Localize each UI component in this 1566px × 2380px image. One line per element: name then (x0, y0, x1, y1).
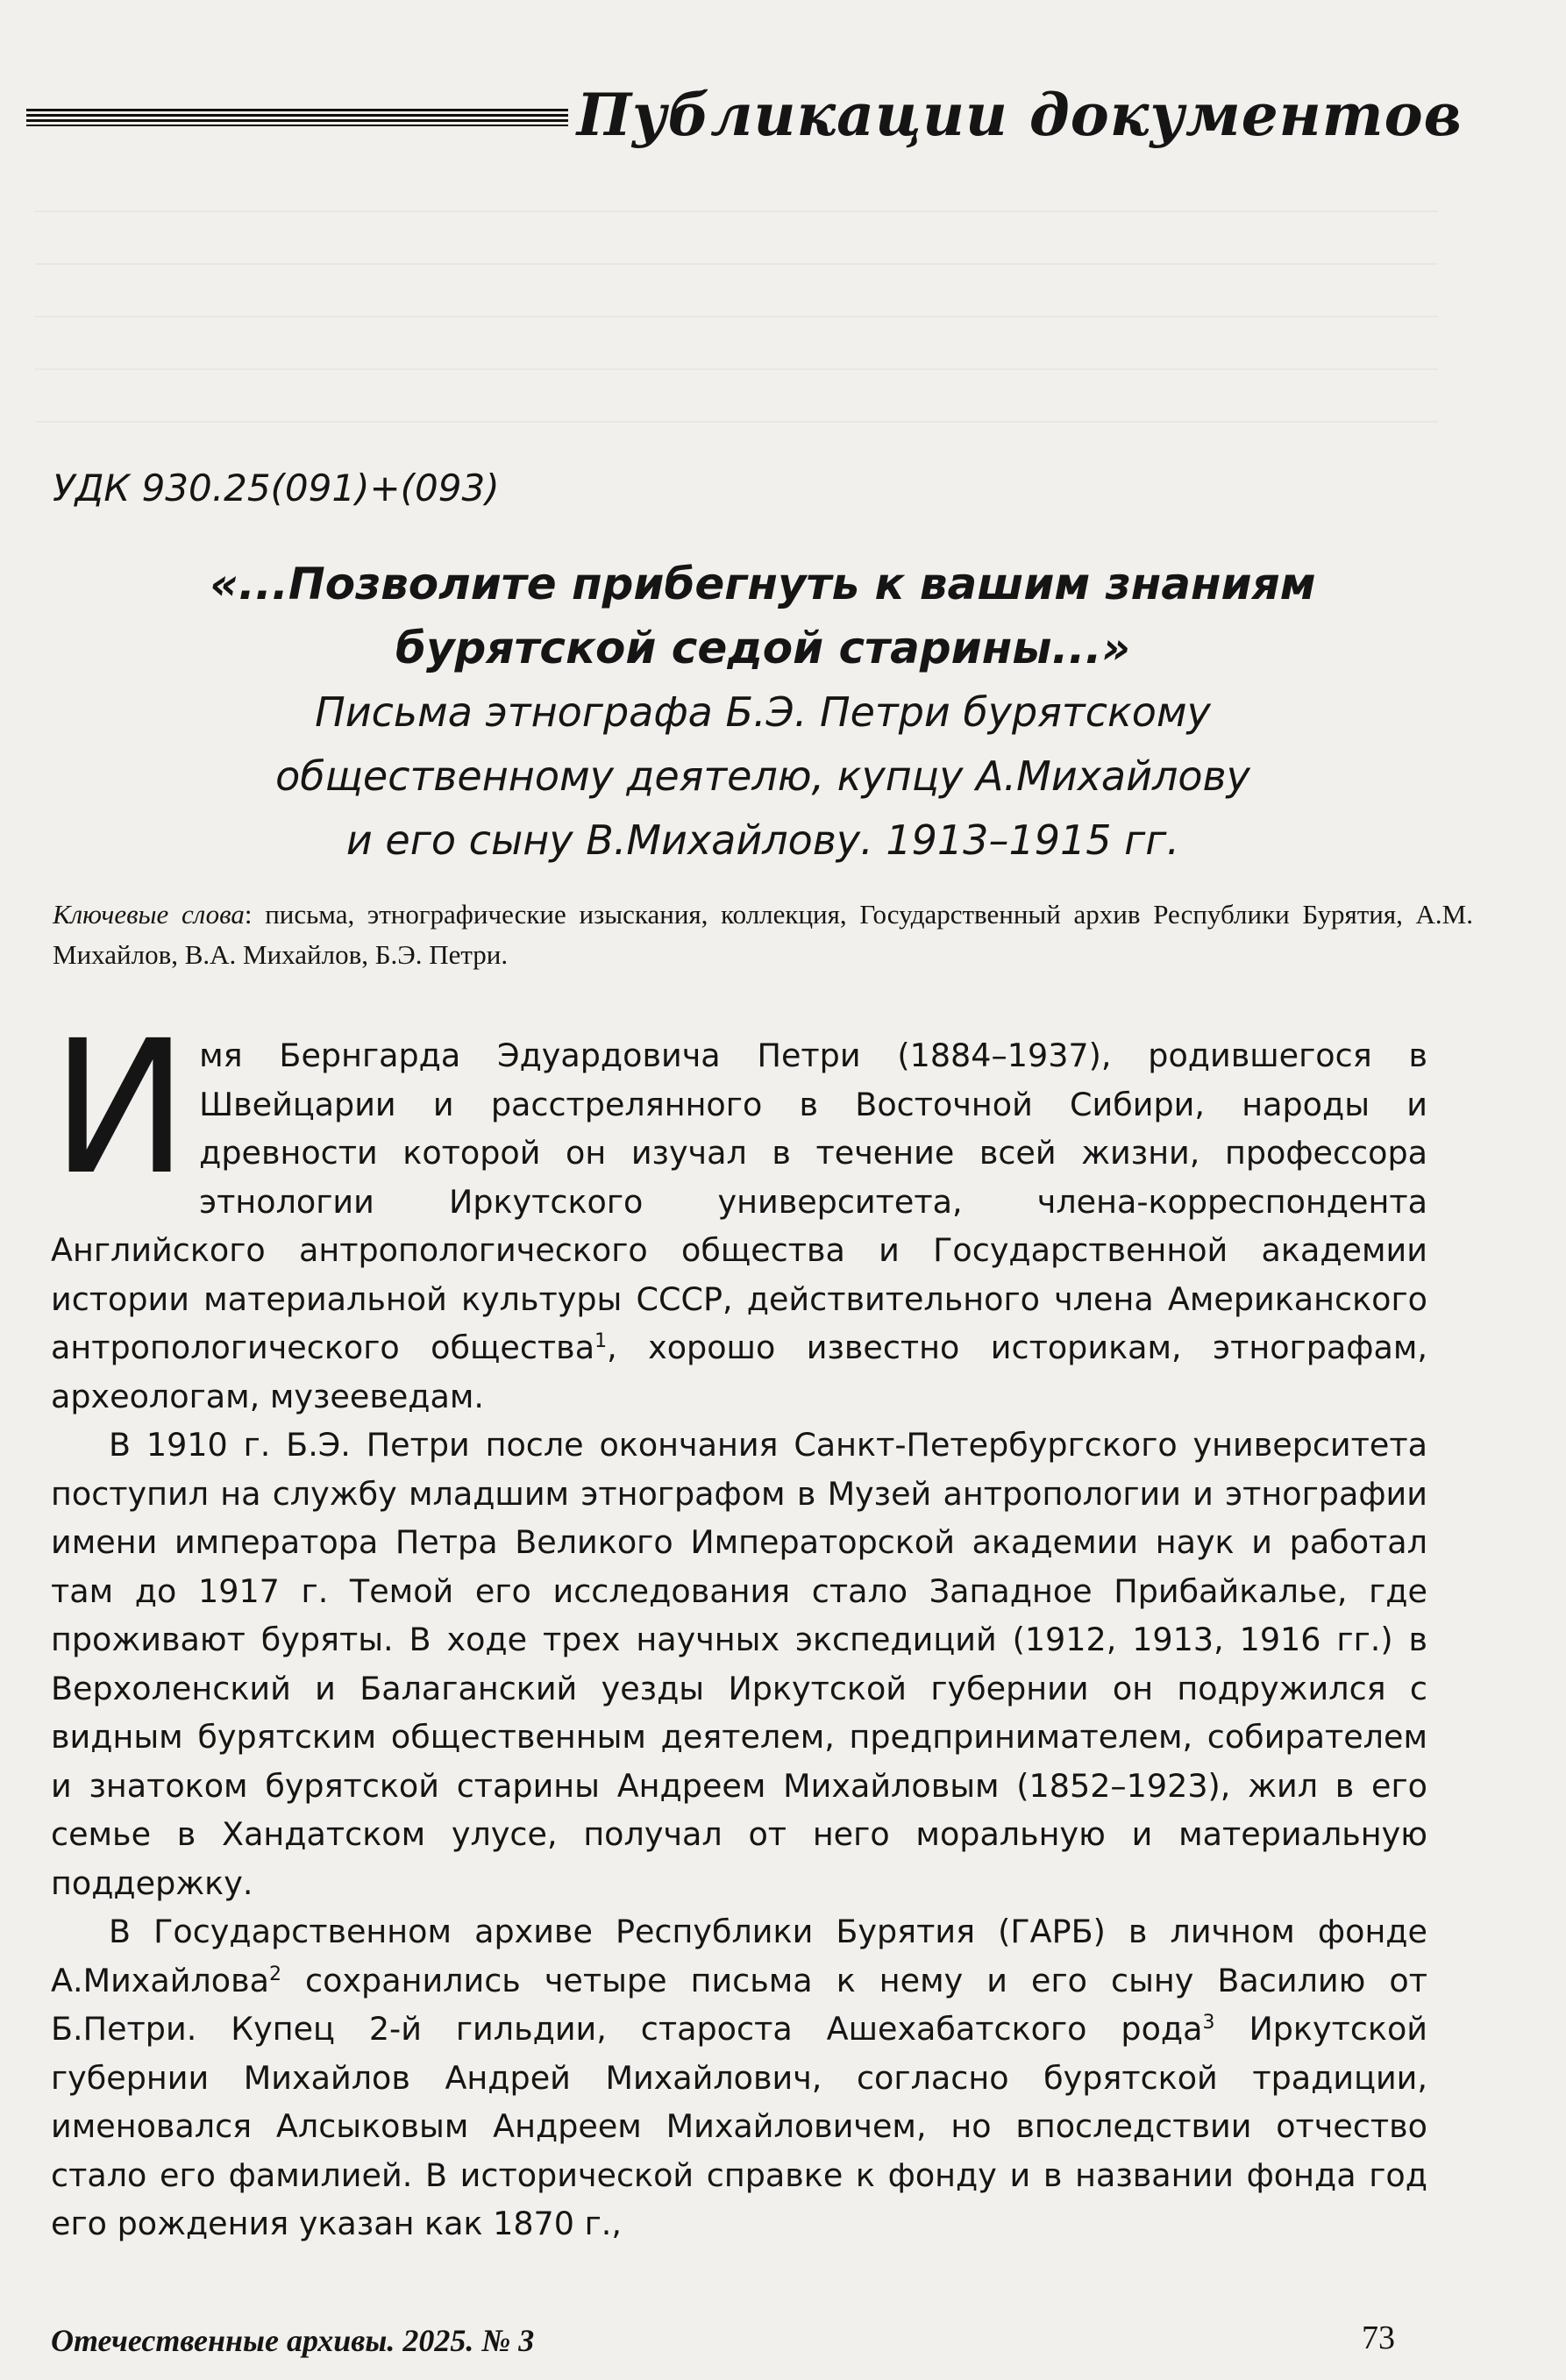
paragraph-3 (51, 1907, 1427, 2248)
journal-footer: Отечественные архивы. 2025. № 3 (51, 2323, 535, 2358)
article-subtitle (53, 681, 1473, 873)
bleed-through-line (35, 263, 1438, 265)
bleed-through-line (35, 368, 1438, 370)
paragraph-3-text-b: сохранились четыре письма к нему и его сыну Василию от Б.Петри. Купец 2-й гильдии, староста Ашехабатского рода (51, 1961, 1427, 2048)
subtitle-line-2: общественному деятелю, купцу А.Михайлову (275, 752, 1250, 800)
title-line-2: бурятской седой старины...» (395, 623, 1130, 673)
subtitle-line-3: и его сыну В.Михайлову. 1913–1915 гг. (345, 816, 1180, 864)
section-title: Публикации документов (576, 81, 1463, 149)
paragraph-3-text-c: Иркутской губернии Михайлов Андрей Михайлович, согласно бурятской традиции, именовался Алсыковым Андреем Михайловичем, но впоследствии отчество стало его фамилией. В исторической справке к фонду и в названии фонда год его рождения указан как 1870 г., (51, 2010, 1428, 2242)
footnote-ref-2: 2 (269, 1963, 282, 1985)
header-rule (26, 109, 568, 126)
drop-cap: И (51, 1001, 189, 1215)
page-number: 73 (1362, 2319, 1395, 2356)
bleed-through-line (35, 210, 1438, 212)
udc-code: УДК 930.25(091)+(093) (53, 467, 500, 509)
article-title (53, 552, 1473, 681)
paragraph-3-text-a: В Государственном архиве Республики Бурятия (ГАРБ) в личном фонде А.Михайлова (51, 1913, 1427, 1999)
bleed-through-line (35, 316, 1438, 317)
footnote-ref-3: 3 (1202, 2011, 1215, 2034)
paragraph-1-text-b: , хорошо известно историкам, этнографам, археологам, музееведам. (51, 1329, 1427, 1415)
paragraph-1 (51, 1001, 1427, 1421)
article-title-block (53, 552, 1473, 873)
paragraph-2: В 1910 г. Б.Э. Петри после окончания Санкт-Петербургского университета поступил на службу младшим этнографом в Музей антропологии и этнографии имени императора Петра Великого Императорской академии наук и работал там до 1917 г. Темой его исследования стало Западное Прибайкалье, где проживают буряты. В ходе трех научных экспедиций (1912, 1913, 1916 гг.) в Верхоленский и Балаганский уезды Иркутской губернии он подружился с видным бурятским общественным деятелем, предпринимателем, собирателем и знатоком бурятской старины Андреем Михайловым (1852–1923), жил в его семье в Хандатском улусе, получал от него моральную и материальную поддержку. (51, 1426, 1427, 1902)
keywords (53, 894, 1473, 975)
paragraph-1-text-a: мя Бернгарда Эдуардовича Петри (1884–1937), родившегося в Швейцарии и расстрелянного в Восточной Сибири, народы и древности которой он изучал в течение всей жизни, профессора этнологии Иркутского университета, члена-корреспондента Английского антропологического общества и Государственной академии истории материальной культуры СССР, действительного члена Американского антропологического общества (51, 1037, 1427, 1366)
article-body (51, 1001, 1428, 2248)
keywords-label: Ключевые слова (53, 899, 245, 930)
title-line-1: «...Позволите прибегнуть к вашим знаниям (210, 559, 1316, 609)
footnote-ref-1: 1 (594, 1329, 608, 1352)
keywords-text: : письма, этнографические изыскания, коллекция, Государственный архив Республики Бурятия, А.М. Михайлов, В.А. Михайлов, Б.Э. Петри. (53, 899, 1473, 970)
subtitle-line-1: Письма этнографа Б.Э. Петри бурятскому (315, 688, 1211, 736)
bleed-through-line (35, 421, 1438, 423)
